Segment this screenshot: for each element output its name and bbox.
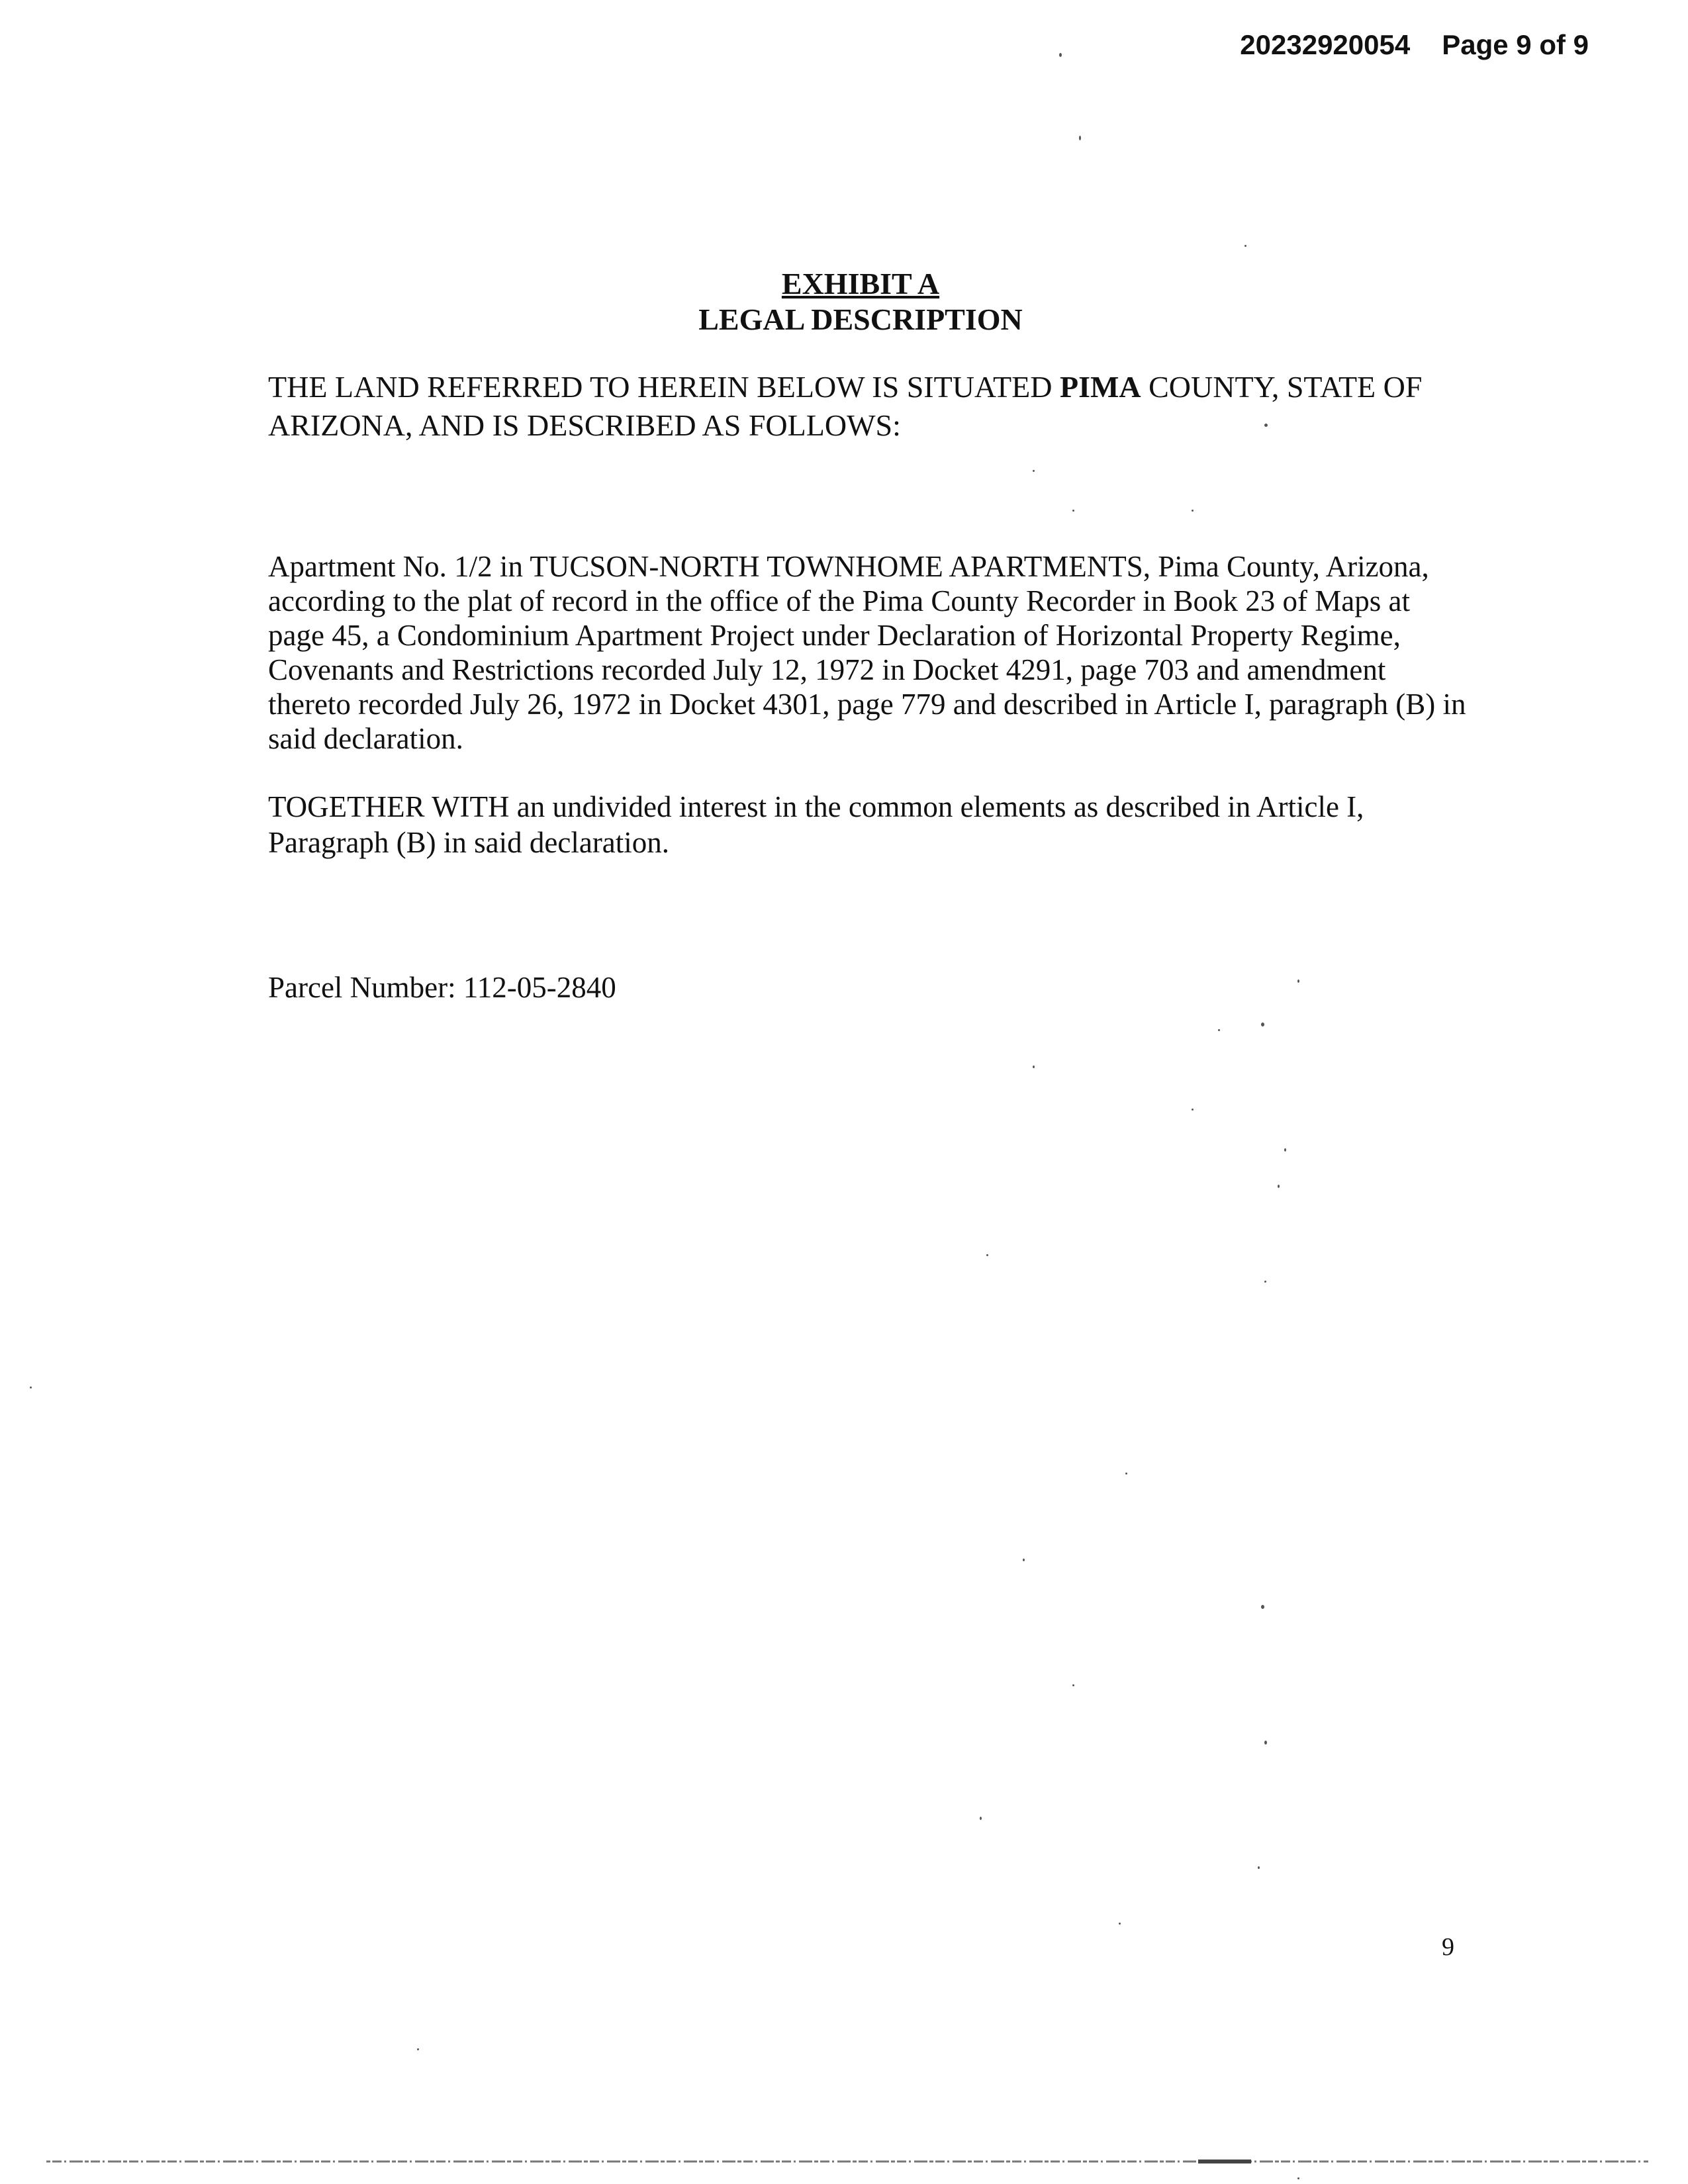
legal-description-paragraph: Apartment No. 1/2 in TUCSON-NORTH TOWNHOME APARTMENTS, Pima County, Arizona, according to the plat of record in the office of the Pima County Recorder in Book 23 of Maps at page 45, a Condominium Apartment Project under Declaration of Horizontal Property Regime, Covenants and Restrictions recorded July 12, 1972 in Docket 4291, page 703 and amendment thereto recorded July 26, 1972 in Docket 4301, page 779 and described in Article I, paragraph (B) in said declaration. bbox=[268, 550, 1466, 755]
intro-text-start: THE LAND REFERRED TO HEREIN BELOW IS SITUATED bbox=[268, 370, 1060, 404]
exhibit-title-block bbox=[0, 266, 1688, 338]
intro-text-end: COUNTY, STATE OF ARIZONA, AND IS DESCRIBED AS FOLLOWS: bbox=[268, 370, 1423, 442]
page-number: 9 bbox=[1442, 1933, 1454, 1961]
scan-edge-line bbox=[46, 2159, 1648, 2164]
parcel-number: Parcel Number: 112-05-2840 bbox=[268, 971, 616, 1004]
together-with-paragraph: TOGETHER WITH an undivided interest in the common elements as described in Article I, Paragraph (B) in said declaration. bbox=[268, 790, 1364, 859]
page-indicator: Page 9 of 9 bbox=[1442, 29, 1589, 60]
intro-paragraph bbox=[268, 368, 1460, 445]
exhibit-title: EXHIBIT A bbox=[781, 267, 940, 300]
county-name: PIMA bbox=[1059, 370, 1141, 404]
recording-header bbox=[1240, 29, 1589, 61]
legal-description-heading: LEGAL DESCRIPTION bbox=[698, 302, 1023, 336]
document-number: 20232920054 bbox=[1240, 29, 1411, 60]
